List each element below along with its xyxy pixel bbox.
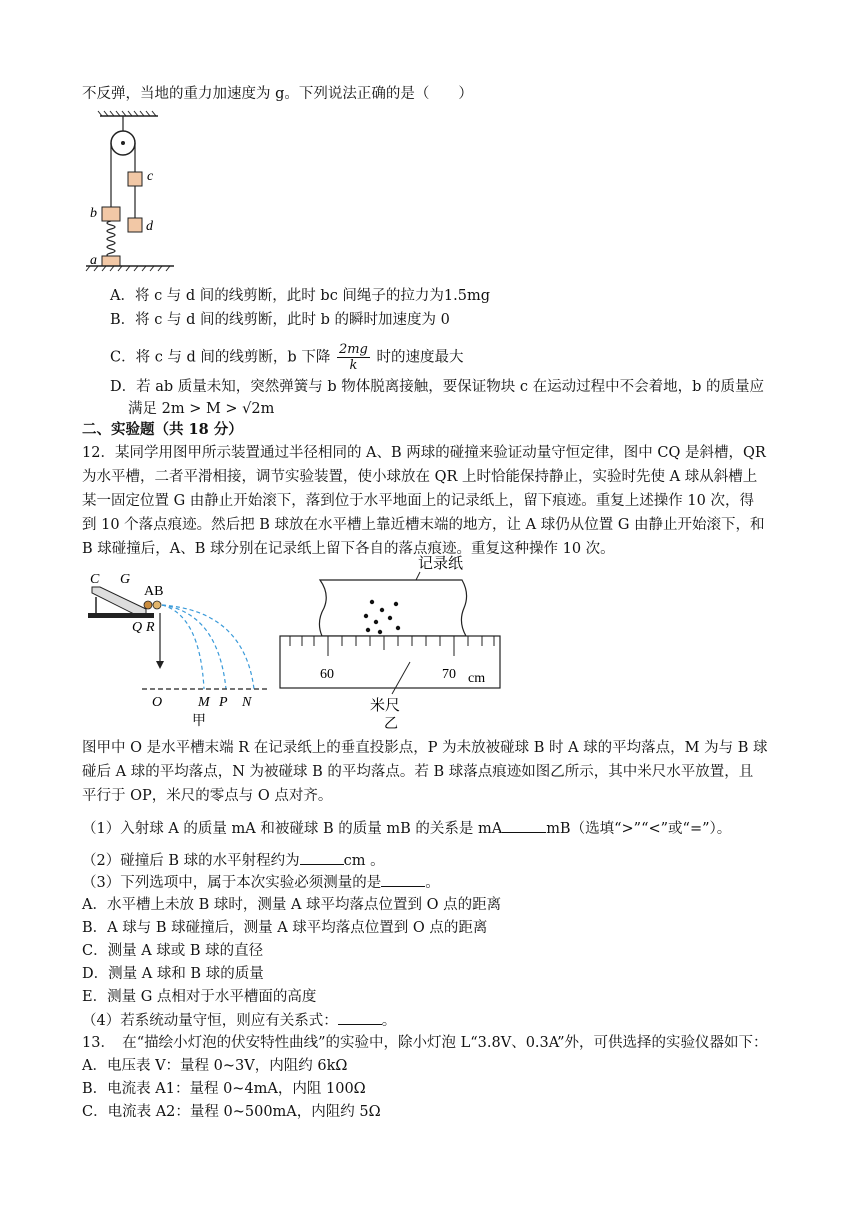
block-c: [128, 172, 142, 186]
tick-label-70: 70: [442, 667, 456, 682]
block-b: [102, 207, 120, 221]
subq-3-text: （3）下列选项中，属于本次实验必须测量的是: [82, 875, 382, 891]
label-c: c: [147, 169, 154, 184]
q13-stem: 13． 在“描绘小灯泡的伏安特性曲线”的实验中，除小灯泡 L“3.8V、0.3A”外，可供选择的实验仪器如下：: [82, 1035, 768, 1051]
choice-e: E．测量 G 点相对于水平槽面的高度: [82, 989, 317, 1005]
label-G: G: [120, 572, 131, 587]
label-d: d: [146, 219, 153, 234]
choice-a: A．水平槽上未放 B 球时，测量 A 球平均落点位置到 O 点的距离: [82, 897, 502, 913]
para-line3: 平行于 OP，米尺的零点与 O 点对齐。: [82, 788, 333, 804]
label-ruler: 米尺: [370, 698, 401, 714]
fraction-numerator: 2mg: [338, 342, 368, 357]
subq-1-text: （1）入射球 A 的质量 mA 和被碰球 B 的质量 mB 的关系是 mA: [82, 821, 503, 837]
q12-line5: B 球碰撞后，A、B 球分别在记录纸上留下各自的落点痕迹。重复这种操作 10 次。: [82, 541, 615, 557]
label-R: R: [146, 620, 155, 635]
spring: [107, 221, 115, 257]
equip-a: A．电压表 V：量程 0~3V，内阻约 6kΩ: [82, 1058, 348, 1074]
subq-4-text: （4）若系统动量守恒，则应有关系式：: [82, 1013, 338, 1029]
record-paper: [319, 580, 466, 636]
para-line2: 碰后 A 球的平均落点，N 为被碰球 B 的平均落点。若 B 球落点痕迹如图乙所示，其中米尺水平放置，且: [82, 764, 754, 780]
subq-4: [82, 1010, 396, 1031]
label-Q: Q: [132, 620, 143, 635]
subq-2: [82, 850, 385, 871]
ruler: [280, 636, 500, 688]
subq-2-tail: cm 。: [343, 853, 385, 869]
option-c-text: C．将 c 与 d 间的线剪断，b 下降: [110, 349, 331, 366]
question-11-tail: 不反弹，当地的重力加速度为 g。下列说法正确的是（ ）: [82, 86, 473, 102]
q12-line2: 为水平槽，二者平滑相接，调节实验装置，使小球放在 QR 上时恰能保持静止，实验时先使 A 球从斜槽上: [82, 469, 758, 485]
subq-1-tail: mB（选填“>”“<”或“=”）。: [546, 821, 732, 837]
label-C: C: [90, 572, 100, 587]
choice-b: B．A 球与 B 球碰撞后，测量 A 球平均落点位置到 O 点的距离: [82, 920, 488, 936]
option-d-line1: D．若 ab 质量未知，突然弹簧与 b 物体脱离接触，要保证物块 c 在运动过程中不会着地，b 的质量应: [110, 379, 764, 395]
subq-2-text: （2）碰撞后 B 球的水平射程约为: [82, 853, 300, 869]
subq-3-tail: 。: [425, 875, 440, 891]
unit-label: cm: [468, 671, 486, 686]
caption-jia: 甲: [192, 714, 206, 729]
subq-1: [82, 818, 731, 839]
ball-a: [144, 601, 152, 609]
subq-3: [82, 872, 440, 893]
equip-b: B．电流表 A1：量程 0~4mA，内阻 100Ω: [82, 1081, 366, 1097]
equip-c: C．电流表 A2：量程 0~500mA，内阻约 5Ω: [82, 1104, 381, 1120]
answer-blank-4[interactable]: [338, 1010, 382, 1025]
q12-line1: 12．某同学用图甲所示装置通过半径相同的 A、B 两球的碰撞来验证动量守恒定律，图中 CQ 是斜槽，QR: [82, 445, 766, 461]
label-M: M: [198, 695, 210, 710]
block-a: [102, 256, 120, 266]
option-a: A．将 c 与 d 间的线剪断，此时 bc 间绳子的拉力为1.5mg: [110, 288, 491, 304]
option-c: [110, 342, 463, 373]
label-b: b: [90, 206, 97, 221]
q12-line4: 到 10 个落点痕迹。然后把 B 球放在水平槽上靠近槽末端的地方，让 A 球仍从位置 G 由静止开始滚下，和: [82, 517, 765, 533]
option-d-line2: 满足 2m > M > √2m: [128, 401, 275, 417]
answer-blank-1[interactable]: [502, 818, 546, 833]
answer-blank-3[interactable]: [381, 872, 425, 887]
figure-jia: [82, 565, 272, 730]
option-c-tail: 时的速度最大: [376, 349, 464, 366]
label-P: P: [219, 695, 228, 710]
block-d: [128, 218, 142, 232]
choice-d: D．测量 A 球和 B 球的质量: [82, 966, 264, 982]
q12-line3: 某一固定位置 G 由静止开始滚下，落到位于水平地面上的记录纸上，留下痕迹。重复上述操作 10 次，得: [82, 493, 754, 509]
option-b: B．将 c 与 d 间的线剪断，此时 b 的瞬时加速度为 0: [110, 312, 450, 328]
label-record-paper: 记录纸: [418, 556, 464, 572]
label-N: N: [242, 695, 252, 710]
section-heading: 二、实验题（共 18 分）: [82, 421, 243, 438]
label-a: a: [90, 253, 97, 268]
ball-b: [153, 601, 161, 609]
chute: [92, 587, 146, 614]
caption-yi: 乙: [384, 717, 398, 732]
label-AB: AB: [144, 584, 164, 599]
subq-4-tail: 。: [381, 1013, 397, 1029]
tick-label-60: 60: [320, 667, 334, 682]
pulley-spring-figure: [82, 110, 182, 276]
answer-blank-2[interactable]: [300, 850, 344, 865]
fraction-denominator: k: [349, 358, 358, 373]
fraction: [337, 342, 370, 373]
para-line1: 图甲中 O 是水平槽末端 R 在记录纸上的垂直投影点，P 为未放被碰球 B 时 A 球的平均落点，M 为与 B 球: [82, 740, 768, 756]
choice-c: C．测量 A 球或 B 球的直径: [82, 943, 264, 959]
figure-yi: [272, 552, 512, 732]
label-O: O: [152, 695, 163, 710]
